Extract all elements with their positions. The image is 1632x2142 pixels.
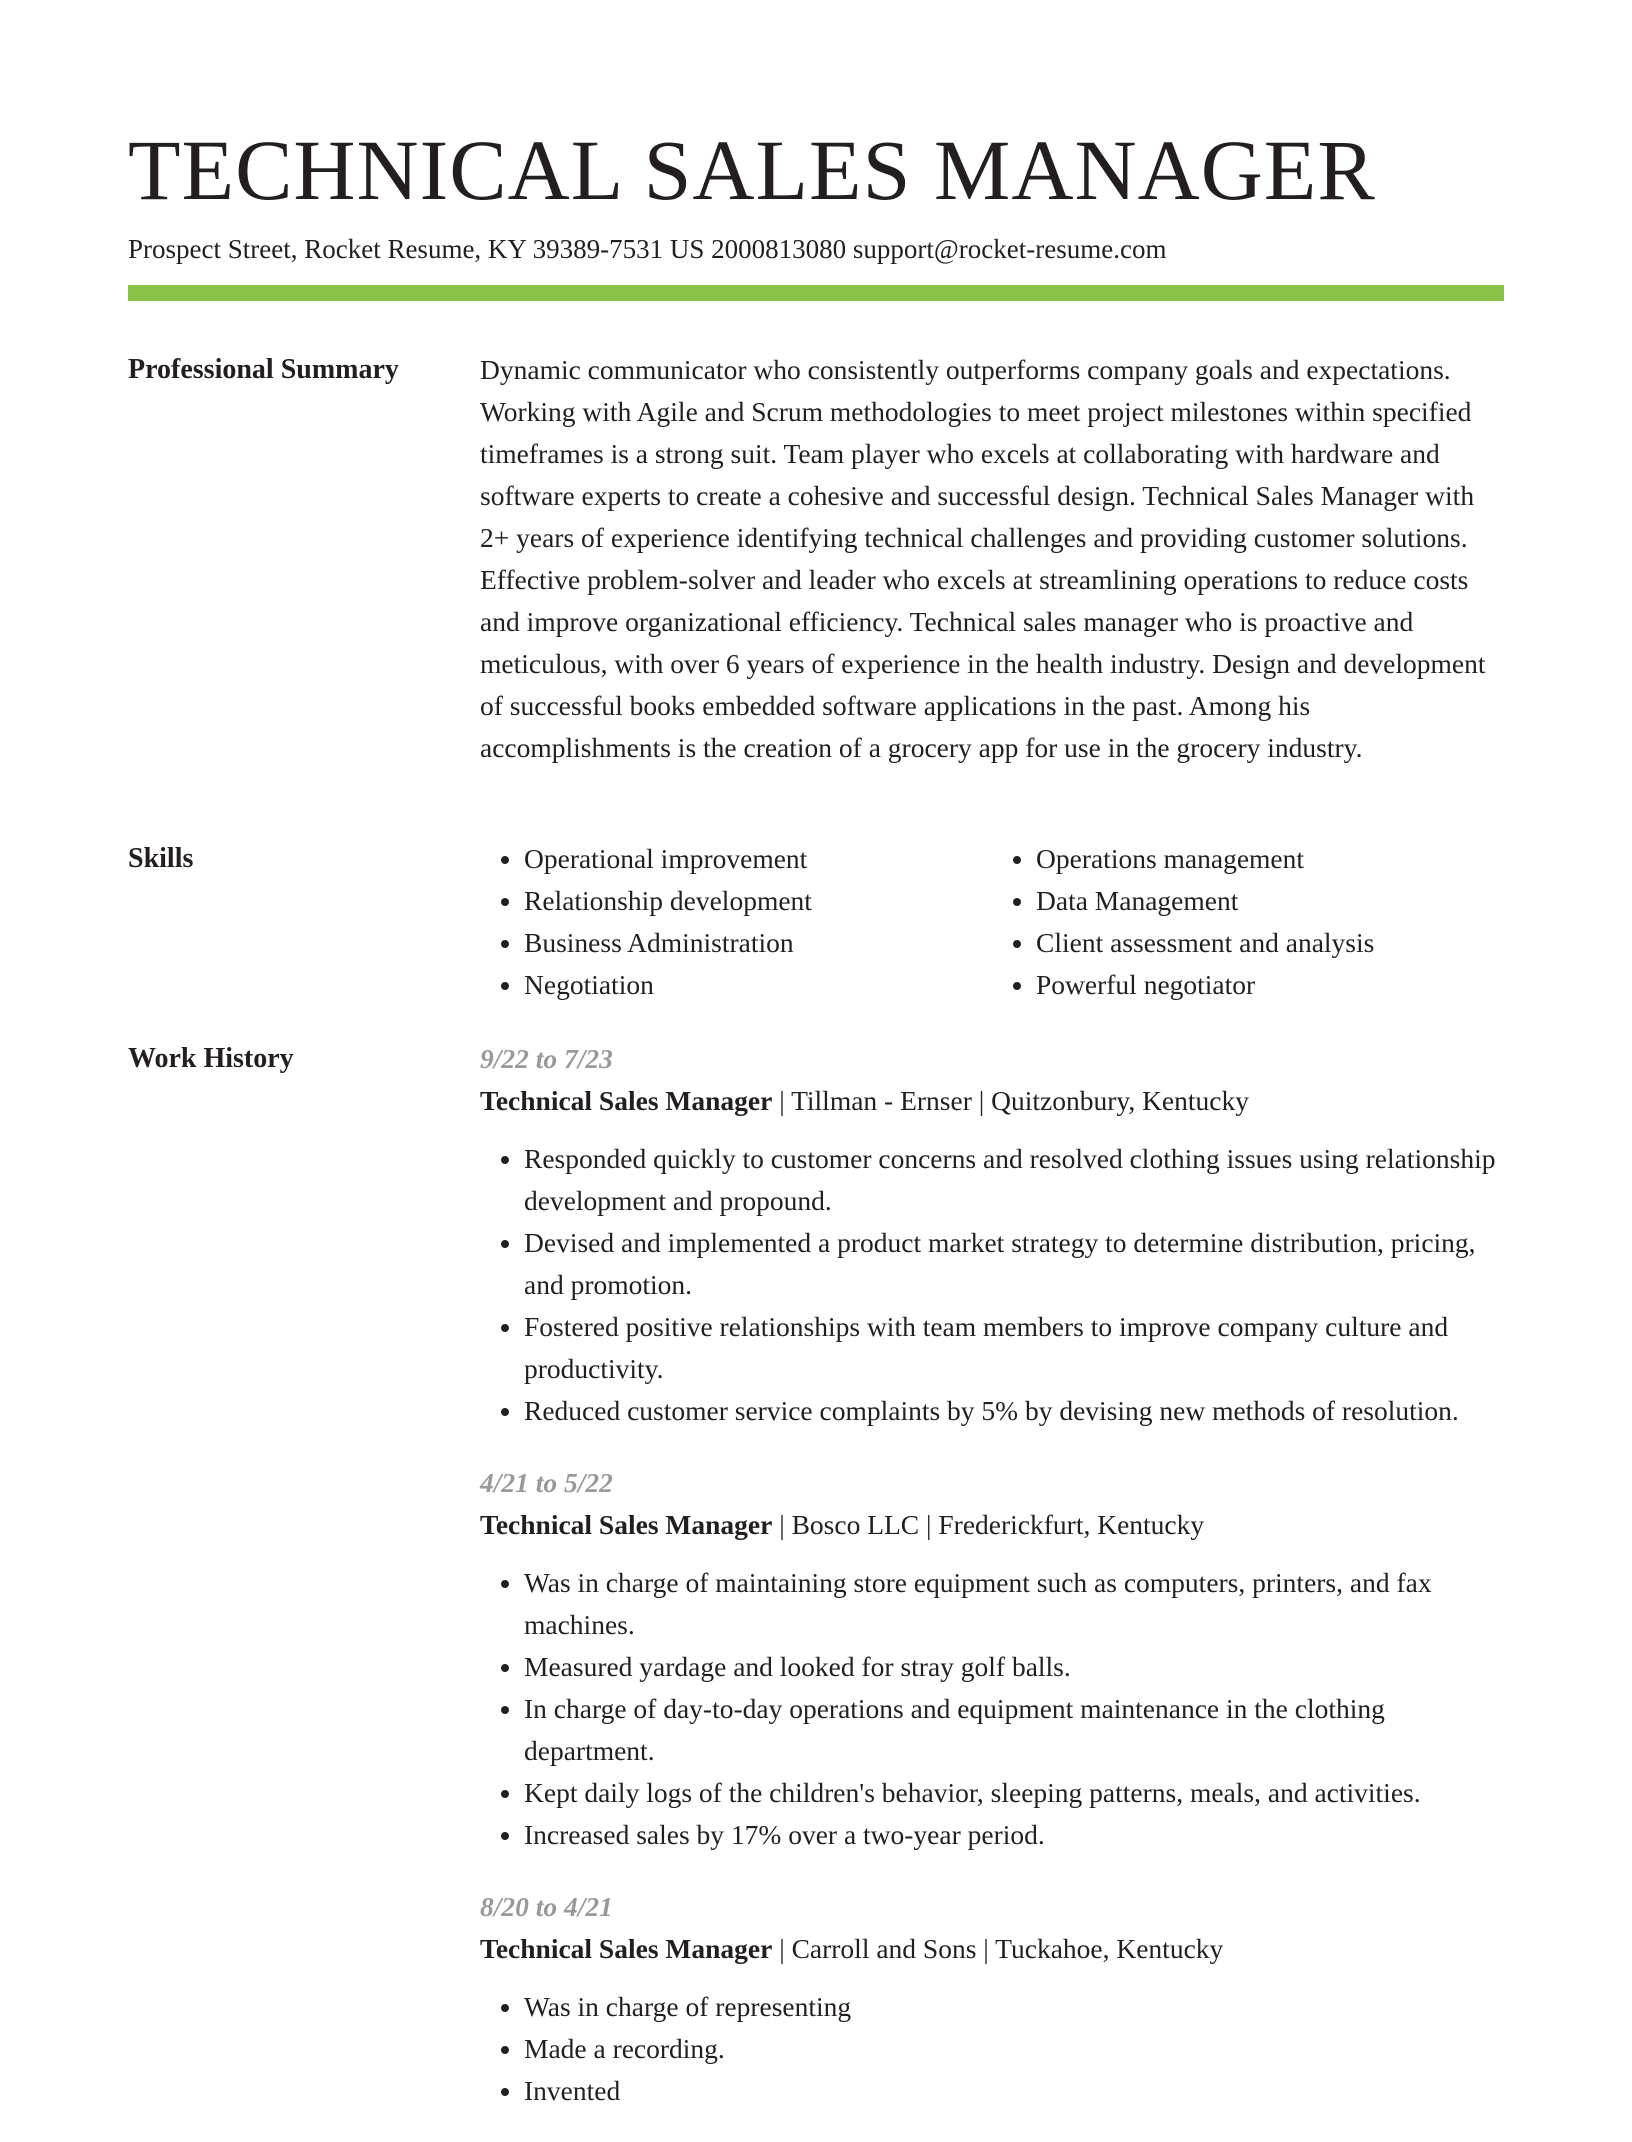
resume-title: TECHNICAL SALES MANAGER <box>128 122 1376 218</box>
job-title-line <box>480 1080 1504 1122</box>
skill-item: • Data Management <box>1036 880 1504 922</box>
job-dates: 4/21 to 5/22 <box>480 1467 613 1498</box>
job-bullet: • Was in charge of representing <box>524 1986 1504 2028</box>
job-title: Technical Sales Manager <box>480 1509 773 1540</box>
job-bullet-list <box>480 1562 1504 1856</box>
skills-body <box>480 838 1504 1006</box>
job-bullet: • Fostered positive relationships with team members to improve company culture and productivity. <box>524 1306 1504 1390</box>
job-dates: 9/22 to 7/23 <box>480 1043 613 1074</box>
job-title-line <box>480 1928 1504 1970</box>
job-entry <box>480 1462 1504 1856</box>
skill-item: • Client assessment and analysis <box>1036 922 1504 964</box>
job-bullet: • Increased sales by 17% over a two-year period. <box>524 1814 1504 1856</box>
contact-info: Prospect Street, Rocket Resume, KY 39389-7531 US 2000813080 support@rocket-resume.com <box>128 234 1167 264</box>
job-bullet: • Was in charge of maintaining store equipment such as computers, printers, and fax machines. <box>524 1562 1504 1646</box>
skills-heading: Skills <box>128 843 194 874</box>
job-title: Technical Sales Manager <box>480 1933 773 1964</box>
job-bullet: • Devised and implemented a product market strategy to determine distribution, pricing, and promotion. <box>524 1222 1504 1306</box>
work-history-heading: Work History <box>128 1043 294 1074</box>
job-details: | Tillman - Ernser | Quitzonbury, Kentucky <box>772 1085 1249 1116</box>
job-bullet: • Measured yardage and looked for stray golf balls. <box>524 1646 1504 1688</box>
job-bullet-list <box>480 1986 1504 2112</box>
job-bullet: • Responded quickly to customer concerns and resolved clothing issues using relationship development and propound. <box>524 1138 1504 1222</box>
job-details: | Bosco LLC | Frederickfurt, Kentucky <box>772 1509 1205 1540</box>
summary-body <box>480 349 1504 769</box>
job-details: | Carroll and Sons | Tuckahoe, Kentucky <box>772 1933 1224 1964</box>
skill-item: • Powerful negotiator <box>1036 964 1504 1006</box>
job-title-line <box>480 1504 1504 1546</box>
job-bullet: • In charge of day-to-day operations and equipment maintenance in the clothing department. <box>524 1688 1504 1772</box>
job-bullet: • Made a recording. <box>524 2028 1504 2070</box>
summary-heading: Professional Summary <box>128 354 399 385</box>
skill-item: • Negotiation <box>524 964 992 1006</box>
skills-list-right <box>992 838 1504 1006</box>
skill-item: • Operations management <box>1036 838 1504 880</box>
job-bullet-list <box>480 1138 1504 1432</box>
job-dates: 8/20 to 4/21 <box>480 1891 613 1922</box>
summary-text: Dynamic communicator who consistently outperforms company goals and expectations. Working with Agile and Scrum methodologies to meet project milestones within specified timeframes is a strong suit. Team player who excels at collaborating with hardware and software experts to create a cohesive and successful design. Technical Sales Manager with 2+ years of experience identifying technical challenges and providing customer solutions. Effective problem-solver and leader who excels at streamlining operations to reduce costs and improve organizational efficiency. Technical sales manager who is proactive and meticulous, with over 6 years of experience in the health industry. Design and development of successful books embedded software applications in the past. Among his accomplishments is the creation of a grocery app for use in the grocery industry. <box>480 354 1486 763</box>
header-divider <box>128 285 1504 301</box>
job-title: Technical Sales Manager <box>480 1085 773 1116</box>
job-bullet: • Kept daily logs of the children's behavior, sleeping patterns, meals, and activities. <box>524 1772 1504 1814</box>
skill-item: • Relationship development <box>524 880 992 922</box>
skills-list-left <box>480 838 992 1006</box>
job-entry <box>480 1886 1504 2112</box>
skill-item: • Business Administration <box>524 922 992 964</box>
skill-item: • Operational improvement <box>524 838 992 880</box>
work-history-body <box>480 1038 1504 2142</box>
job-bullet: • Invented <box>524 2070 1504 2112</box>
job-bullet: • Reduced customer service complaints by 5% by devising new methods of resolution. <box>524 1390 1504 1432</box>
job-entry <box>480 1038 1504 1432</box>
